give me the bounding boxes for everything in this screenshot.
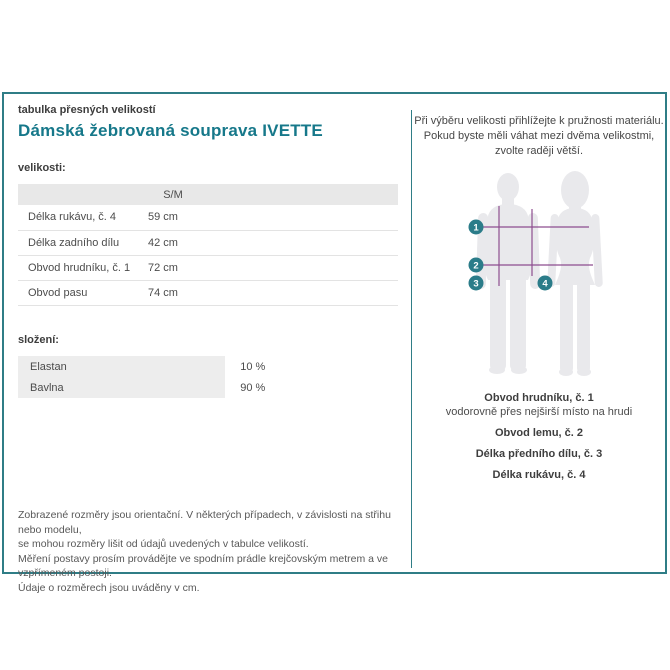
row-label: Délka rukávu, č. 4 bbox=[18, 205, 140, 230]
size-info-card bbox=[2, 92, 667, 594]
percent-cell: 10 % bbox=[240, 360, 266, 373]
composition-section-label: složení: bbox=[18, 334, 59, 346]
row-value: 74 cm bbox=[140, 280, 206, 305]
svg-text:4: 4 bbox=[542, 278, 548, 290]
row-label: Obvod hrudníku, č. 1 bbox=[18, 255, 140, 280]
footnote-line: se mohou rozměry lišit od údajů uvedených v tabulce velikostí. bbox=[18, 538, 309, 550]
size-table-header-row bbox=[18, 184, 398, 205]
measure-marker-2 bbox=[469, 258, 484, 273]
female-silhouette-icon bbox=[547, 171, 603, 376]
composition-table bbox=[18, 356, 398, 398]
svg-text:3: 3 bbox=[473, 278, 479, 290]
material-cell: Elastan bbox=[18, 356, 225, 377]
measurement-legend bbox=[412, 391, 666, 482]
size-table bbox=[18, 184, 398, 306]
svg-text:2: 2 bbox=[473, 260, 479, 272]
size-column-header: S/M bbox=[140, 184, 206, 205]
row-label: Obvod pasu bbox=[18, 280, 140, 305]
table-row bbox=[18, 280, 398, 305]
fit-advice-line: zvolte raději větší. bbox=[494, 145, 584, 157]
table-row bbox=[18, 205, 398, 230]
product-title: Dámská žebrovaná souprava IVETTE bbox=[18, 121, 323, 140]
panel-divider bbox=[411, 110, 412, 568]
fit-advice-text bbox=[412, 114, 666, 159]
eyebrow-label: tabulka přesných velikostí bbox=[18, 104, 156, 116]
measure-marker-4 bbox=[538, 276, 553, 291]
measure-marker-3 bbox=[469, 276, 484, 291]
body-measurement-figure bbox=[448, 168, 648, 380]
row-value: 72 cm bbox=[140, 255, 206, 280]
legend-front-length-label: Délka předního dílu, č. 3 bbox=[475, 448, 603, 460]
row-label: Délka zadního dílu bbox=[18, 230, 140, 255]
fit-advice-line: Při výběru velikosti přihlížejte k pružnosti materiálu. bbox=[414, 115, 664, 127]
footnote-line: Zobrazené rozměry jsou orientační. V některých případech, v závislosti na střihu nebo modelu, bbox=[18, 509, 391, 536]
measure-marker-1 bbox=[469, 220, 484, 235]
material-cell: Bavlna bbox=[18, 377, 225, 398]
footnote-line: Údaje o rozměrech jsou uváděny v cm. bbox=[18, 581, 200, 594]
row-value: 59 cm bbox=[140, 205, 206, 230]
composition-row bbox=[18, 377, 398, 398]
table-row bbox=[18, 230, 398, 255]
size-table-header-fill bbox=[206, 184, 398, 205]
row-value: 42 cm bbox=[140, 230, 206, 255]
fit-advice-line: Pokud byste měli váhat mezi dvěma velikostmi, bbox=[423, 130, 655, 142]
table-row bbox=[18, 255, 398, 280]
composition-row bbox=[18, 356, 398, 377]
footnote-line: Měření postavy prosím provádějte ve spodním prádle krejčovským metrem a ve vzpřímeném postoji. bbox=[18, 552, 388, 579]
percent-cell: 90 % bbox=[240, 381, 266, 394]
male-silhouette-icon bbox=[476, 173, 541, 374]
legend-chest-sublabel: vodorovně přes nejširší místo na hrudi bbox=[445, 406, 633, 418]
svg-text:1: 1 bbox=[473, 222, 479, 234]
legend-hem-label: Obvod lemu, č. 2 bbox=[494, 427, 584, 439]
legend-sleeve-label: Délka rukávu, č. 4 bbox=[492, 469, 586, 481]
legend-chest-label: Obvod hrudníku, č. 1 bbox=[484, 392, 594, 404]
sizes-section-label: velikosti: bbox=[18, 162, 66, 174]
size-table-header-spacer bbox=[18, 184, 140, 205]
footnote bbox=[18, 508, 402, 595]
